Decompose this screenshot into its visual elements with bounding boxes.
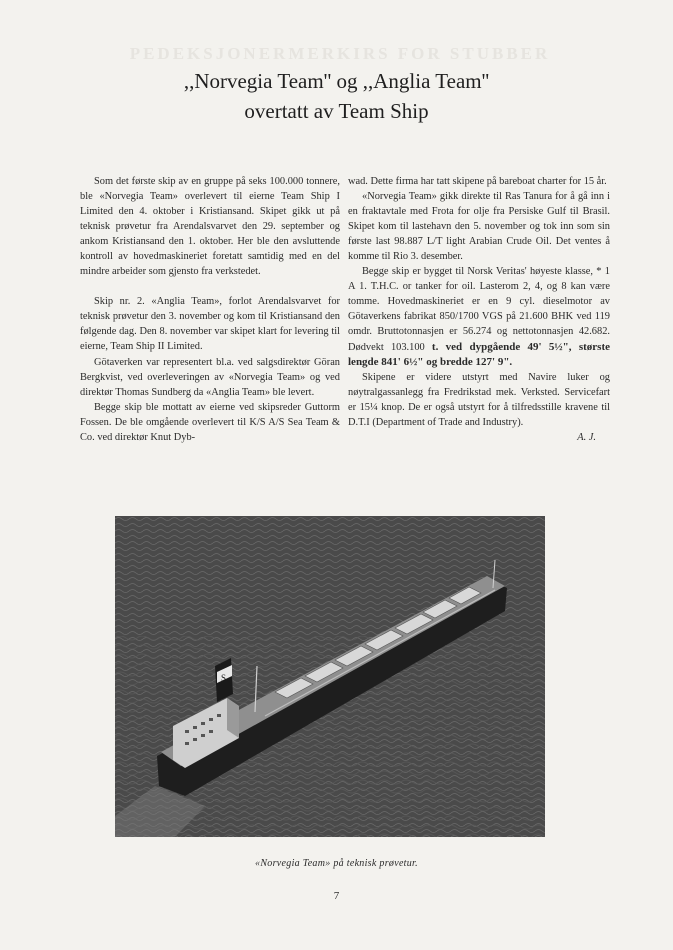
page-number: 7 — [333, 890, 340, 902]
paragraph: Skip nr. 2. «Anglia Team», forlot Arendalsvarvet for teknisk prøvetur den 3. november og kom til Kristiansand den følgende dag. Den 8. november var skipet klart for levering til eierne, Team Ship II Limited. — [80, 296, 340, 353]
dimensions-bold-text: t. ved dypgående 49' 5½", største lengde 841' 6½" og bredde 127' 9". — [348, 340, 610, 368]
photo-caption: «Norvegia Team» på teknisk prøvetur. — [255, 858, 418, 869]
right-column — [348, 174, 610, 445]
title-line-1: ,,Norvegia Team'' og ,,Anglia Team'' — [183, 69, 490, 93]
author-signature: A. J. — [577, 431, 596, 443]
tanker-illustration — [115, 516, 545, 837]
paragraph — [348, 264, 610, 369]
paragraph-text: Begge skip er bygget til Norsk Veritas' høyeste klasse, * 1 A 1. T.H.C. or tanker for oil. Lasterom 2, 4, og 8 kan være tomme. Hovedmaskineriet er en 9 cyl. dieselmotor av Götaverkens fabrikat 850/1700 VGS på 21.600 BHK ved 119 omdr. Bruttotonnasjen er 56.274 og nettotonnasjen 42.682. Dødvekt 103.100 — [348, 266, 610, 353]
background-heading-bleed: PEDEKSJONERMERKIRS FOR STUBBER — [129, 44, 551, 63]
ship-photo — [115, 516, 545, 837]
paragraph: «Norvegia Team» gikk direkte til Ras Tanura for å gå inn i en fraktavtale med Frota for olje fra Persiske Gulf til Brasil. Skipet kom til lastehavn den 5. november og tok inn som sin første last 98.887 L/T light Arabian Crude Oil. Det ventes å komme til Rio 3. desember. — [348, 191, 610, 263]
funnel-logo: S — [221, 673, 227, 683]
left-column — [80, 174, 340, 445]
paragraph: Begge skip ble mottatt av eierne ved skipsreder Guttorm Fossen. De ble omgående overlevert til K/S A/S Sea Team & Co. ved direktør Knut Dyb- — [80, 401, 340, 443]
paragraph: Som det første skip av en gruppe på seks 100.000 tonnere, ble «Norvegia Team» overlevert til eierne Team Ship I Limited den 4. oktober i Kristiansand. Skipet gikk ut på teknisk prøvetur fra Arendalsvarvet den 29. september og ankom Kristiansand den 1. oktober. Her ble den avsluttende kontroll av hovedmaskineriet foretatt samtidig med en del mindre arbeider som gjensto fra verkstedet. — [80, 176, 340, 278]
paragraph: wad. Dette firma har tatt skipene på bareboat charter for 15 år. — [348, 176, 607, 187]
article-title — [0, 66, 673, 126]
title-line-2: overtatt av Team Ship — [244, 99, 429, 123]
paragraph: Skipene er videre utstyrt med Navire luker og nøytralgassanlegg fra Fredrikstad mek. Verksted. Servicefart er 15¼ knop. De er også utstyrt for å tilfredsstille kravene til D.T.I (Department of Trade and Industry). — [348, 371, 610, 428]
paragraph: Götaverken var representert bl.a. ved salgsdirektør Göran Bergkvist, ved overleveringen av «Norvegia Team» og ved direktør Thomas Sundberg da «Anglia Team» ble levert. — [80, 356, 340, 398]
